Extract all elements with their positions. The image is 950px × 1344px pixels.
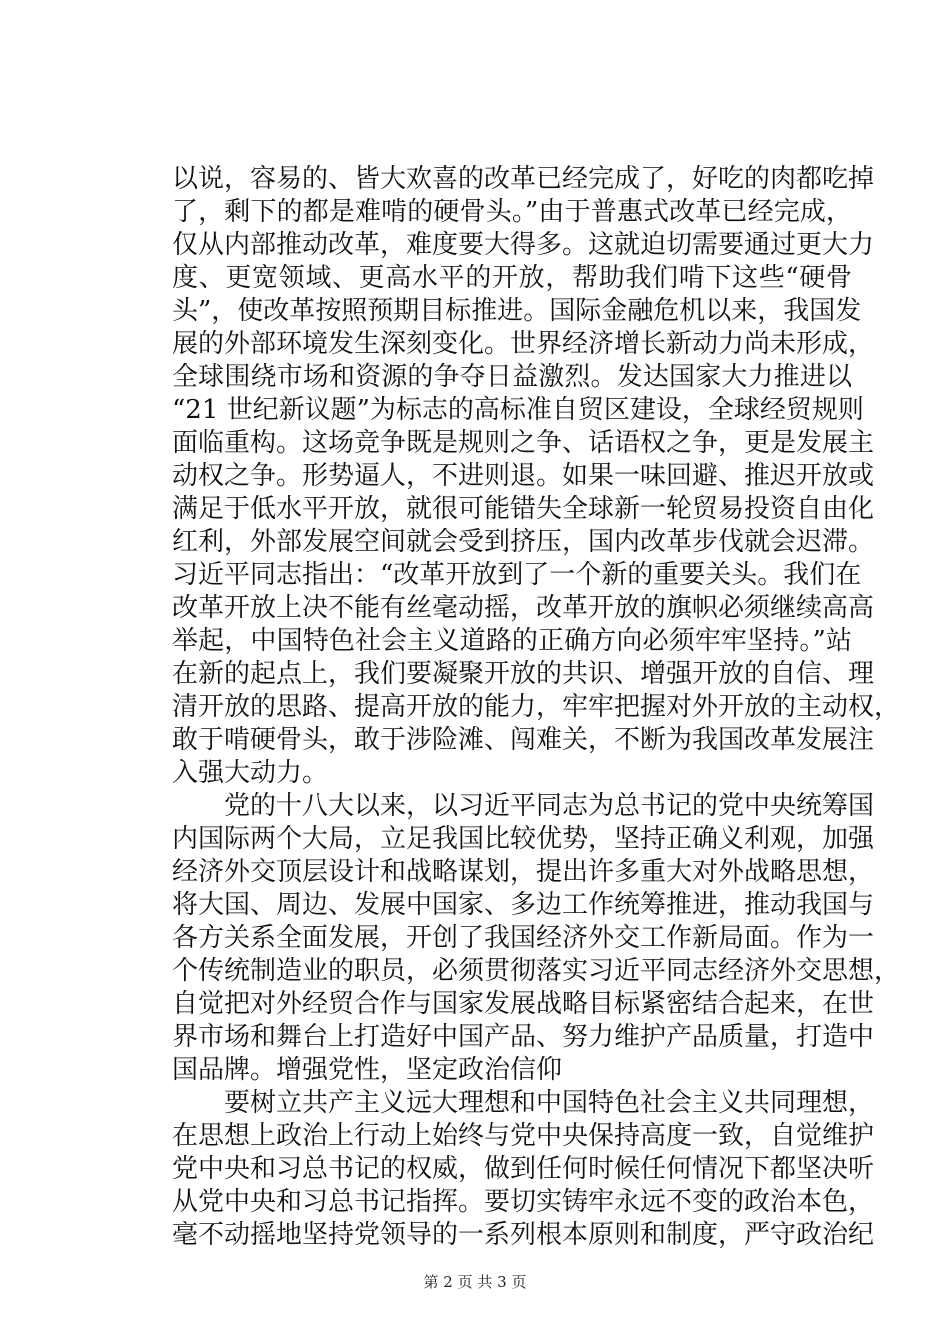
paragraph — [172, 790, 901, 1087]
text-line: 从党中央和习总书记指挥。要切实铸牢永远不变的政治本色， — [172, 1187, 875, 1217]
paragraph — [172, 1087, 875, 1252]
text-line: 全球围绕市场和资源的争夺日益激烈。发达国家大力推进以 — [172, 362, 852, 392]
text-line: 界市场和舞台上打造好中国产品、努力维护产品质量，打造中 — [172, 1022, 875, 1052]
text-line: 在新的起点上，我们要凝聚开放的共识、增强开放的自信、理 — [172, 659, 875, 689]
text-line: 改革开放上决不能有丝毫动摇，改革开放的旗帜必须继续高高 — [172, 593, 875, 623]
text-line: 在思想上政治上行动上始终与党中央保持高度一致，自觉维护 — [172, 1121, 875, 1151]
text-line: 经济外交顶层设计和战略谋划，提出许多重大对外战略思想， — [172, 857, 875, 887]
text-line: 习近平同志指出：“改革开放到了一个新的重要关头。我们在 — [172, 560, 862, 590]
document-body — [172, 163, 901, 1252]
text-line: 红利，外部发展空间就会受到挤压，国内改革步伐就会迟滞。 — [172, 527, 875, 557]
text-line: 清开放的思路、提高开放的能力，牢牢把握对外开放的主动权， — [172, 692, 901, 722]
text-line: 党中央和习总书记的权威，做到任何时候任何情况下都坚决听 — [172, 1154, 875, 1184]
text-line: 头”，使改革按照预期目标推进。国际金融危机以来，我国发 — [172, 296, 862, 326]
text-line: 自觉把对外经贸合作与国家发展战略目标紧密结合起来，在世 — [172, 989, 875, 1019]
text-line: 了，剩下的都是难啃的硬骨头。”由于普惠式改革已经完成， — [172, 197, 852, 227]
text-line: 内国际两个大局，立足我国比较优势，坚持正确义利观，加强 — [172, 824, 875, 854]
text-line: “21 世纪新议题”为标志的高标准自贸区建设，全球经贸规则 — [172, 395, 864, 425]
text-line: 敢于啃硬骨头，敢于涉险滩、闯难关，不断为我国改革发展注 — [172, 725, 875, 755]
text-line: 仅从内部推动改革，难度要大得多。这就迫切需要通过更大力 — [172, 230, 875, 260]
text-line: 个传统制造业的职员，必须贯彻落实习近平同志经济外交思想， — [172, 956, 901, 986]
text-line: 国品牌。增强党性，坚定政治信仰 — [172, 1055, 563, 1085]
page-footer: 第 2 页 共 3 页 — [423, 1273, 527, 1291]
text-line: 满足于低水平开放，就很可能错失全球新一轮贸易投资自由化 — [172, 494, 875, 524]
text-line: 各方关系全面发展，开创了我国经济外交工作新局面。作为一 — [172, 923, 875, 953]
text-line: 入强大动力。 — [172, 758, 329, 788]
text-line: 举起，中国特色社会主义道路的正确方向必须牢牢坚持。”站 — [172, 626, 852, 656]
text-line: 毫不动摇地坚持党领导的一系列根本原则和制度，严守政治纪 — [172, 1220, 875, 1250]
text-line: 动权之争。形势逼人，不进则退。如果一味回避、推迟开放或 — [172, 461, 875, 491]
text-line: 展的外部环境发生深刻变化。世界经济增长新动力尚未形成， — [172, 329, 875, 359]
text-line: 以说，容易的、皆大欢喜的改革已经完成了，好吃的肉都吃掉 — [172, 164, 875, 194]
text-line: 度、更宽领域、更高水平的开放，帮助我们啃下这些“硬骨 — [172, 263, 852, 293]
text-line: 要树立共产主义远大理想和中国特色社会主义共同理想， — [224, 1088, 875, 1118]
text-line: 将大国、周边、发展中国家、多边工作统筹推进，推动我国与 — [172, 890, 875, 920]
paragraph — [172, 163, 901, 790]
text-line: 党的十八大以来，以习近平同志为总书记的党中央统筹国 — [224, 791, 875, 821]
text-line: 面临重构。这场竞争既是规则之争、话语权之争，更是发展主 — [172, 428, 875, 458]
